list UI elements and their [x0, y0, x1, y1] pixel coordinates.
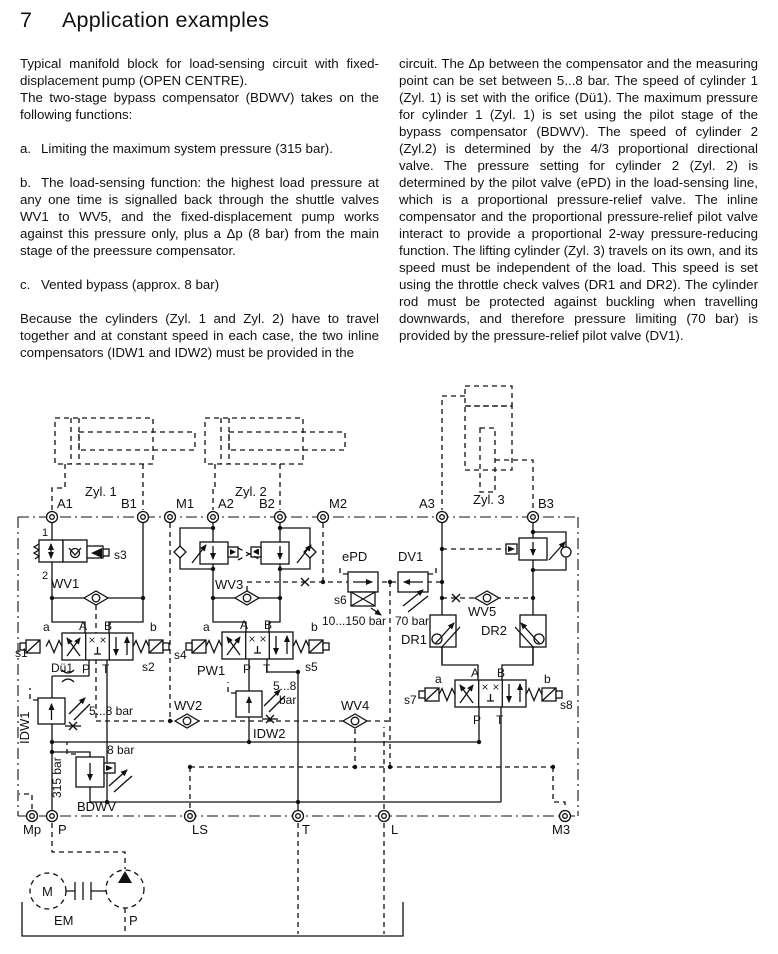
cylinder-label-zyl3: Zyl. 3 — [473, 492, 505, 507]
shuttle-wv3 — [235, 591, 259, 605]
throttle-check-dr2 — [515, 615, 546, 648]
port-label-l: L — [391, 822, 399, 837]
dr-to-valve — [442, 647, 533, 680]
list-marker: c. — [20, 277, 31, 292]
valve-s3 — [34, 540, 109, 562]
port-label-t: T — [302, 822, 310, 837]
pilot-port-1: 1 — [42, 527, 49, 539]
throttle-check-dr1 — [430, 615, 460, 648]
solenoid-label-s8: s8 — [560, 698, 573, 712]
port-label-p: P — [58, 822, 67, 837]
solenoid-label-s7: s7 — [404, 693, 417, 707]
pump-group — [22, 823, 403, 936]
solenoid-label-s4: s4 — [174, 648, 187, 662]
compensator-idw1 — [30, 688, 90, 730]
zyl3v-label-a: a — [435, 672, 442, 686]
pw1-label-b: b — [311, 620, 318, 634]
junction-dots — [50, 526, 555, 804]
list-marker: b. — [20, 175, 32, 190]
valve-label-idw1: IDW1 — [17, 711, 32, 744]
valve-label-dv1: DV1 — [398, 549, 424, 564]
solenoid-label-s5: s5 — [305, 660, 318, 674]
port-label-b2: B2 — [259, 496, 275, 511]
section-title: Application examples — [62, 8, 270, 32]
valve-pw1 — [222, 632, 293, 659]
valve1-label-b: b — [150, 620, 157, 634]
pw1-label-a: a — [203, 620, 210, 634]
pressure-5-8b: bar — [279, 693, 297, 707]
pressure-8bar: 8 bar — [107, 743, 135, 757]
pw1-label-T: T — [263, 662, 271, 676]
valve-zyl3-43 — [455, 680, 526, 707]
section-number: 7 — [20, 8, 33, 32]
zyl3v-label-b: b — [544, 672, 551, 686]
list-marker: a. — [20, 141, 32, 156]
port-label-b3: B3 — [538, 496, 554, 511]
pw1-label-P: P — [243, 662, 252, 676]
hydraulic-schematic — [9, 382, 769, 954]
valve-label-epd: ePD — [342, 549, 368, 564]
zyl3v-label-P: P — [473, 713, 482, 727]
pressure-70bar: 70 bar — [395, 614, 430, 628]
port-label-a3: A3 — [419, 496, 435, 511]
valve-label-bdwv: BDWV — [77, 799, 116, 814]
zyl3v-label-A: A — [471, 666, 480, 680]
port-label-b1: B1 — [121, 496, 137, 511]
solenoid-label-s1: s1 — [15, 646, 28, 660]
valve1-label-a: a — [43, 620, 50, 634]
solenoid-label-s3: s3 — [114, 548, 127, 562]
left-column — [20, 55, 379, 378]
pressure-5-8a: 5...8 — [273, 679, 297, 693]
paragraph: Typical manifold block for load-sensing circuit with fixed-displacement pump (OPEN CENTRE). — [20, 56, 379, 88]
list-text: The load-sensing function: the highest load pressure at any one time is signalled back through the shuttle valves WV1 to WV5, and the fixed-displacement pump works against this pressure only, plus a Δp (8 bar) from the main stage of the preessure compensator. — [20, 175, 379, 258]
port-label-ls: LS — [192, 822, 208, 837]
shuttle-wv4 — [343, 714, 367, 728]
valve-label-due1: Dü1 — [51, 661, 74, 675]
solenoid-label-s6: s6 — [334, 593, 347, 607]
valve1-label-B: B — [104, 619, 113, 633]
counterbalance-zyl2 — [174, 528, 316, 569]
valve-label-wv5: WV5 — [468, 604, 497, 619]
port-label-a1: A1 — [57, 496, 73, 511]
counterbalance-zyl3 — [442, 532, 571, 570]
list-item-c — [20, 276, 379, 293]
valve-label-pw1: PW1 — [197, 663, 226, 678]
solenoid-label-s2: s2 — [142, 660, 155, 674]
pw1-label-A: A — [240, 618, 249, 632]
valve-label-wv4: WV4 — [341, 698, 370, 713]
list-text: Vented bypass (approx. 8 bar) — [41, 277, 220, 292]
pump-label-p: P — [129, 913, 138, 928]
list-item-a — [20, 140, 379, 157]
valve1-label-P: P — [82, 662, 91, 676]
port-label-a2: A2 — [218, 496, 234, 511]
valve-zyl1-43 — [62, 633, 133, 660]
cylinder-label-zyl1: Zyl. 1 — [85, 484, 117, 499]
mp-stub — [19, 794, 32, 809]
valve1-label-A: A — [79, 619, 88, 633]
schematic-lines — [18, 386, 578, 936]
valve-label-idw2: IDW2 — [253, 726, 286, 741]
valve1-label-T: T — [102, 662, 110, 676]
list-item-b — [20, 174, 379, 259]
shuttle-wv5 — [475, 591, 499, 605]
valve-label-dr1: DR1 — [401, 632, 428, 647]
pressure-10-150bar: 10...150 bar — [322, 614, 387, 628]
paragraph: The two-stage bypass compensator (BDWV) takes on the following functions: — [20, 90, 379, 122]
valve-label-wv1: WV1 — [51, 576, 80, 591]
body-text — [0, 33, 778, 378]
right-column — [399, 55, 758, 378]
paragraph: Because the cylinders (Zyl. 1 and Zyl. 2) have to travel together and at constant speed in each case, the two inline compensators (IDW1 and IDW2) must be provided in the — [20, 311, 379, 360]
paragraph: circuit. The Δp between the compensator and the measuring point can be set between 5...8 bar. The speed of cylinder 1 (Zyl. 1) is set with the orifice (Dü1). The maximum pressure for cylinder 1 (Zyl. 1) is set using the pilot stage of the bypass compensator (BDWV). The speed of cylinder 2 (Zyl.2) is determined by the 4/3 proportional directional valve. The pressure setting for cylinder 2 (Zyl. 2) is determined by the pilot valve (ePD) in the load-sensing line, which is a proportional pressure-relief valve. The inline compensator and the proportional pressure-relief pilot valve interact to provide a proportional 2-way pressure-reducing function. The lifting cylinder (Zyl. 3) travels on its own, and its speed must be independent of the load. This speed is set using the throttle check valves (DR1 and DR2). The cylinder rod must be protected against buckling when travelling downwards, and therefore pressure limiting (70 bar) is provided by the pressure-relief pilot valve (DV1). — [399, 56, 758, 343]
pilot-valve-epd — [340, 565, 381, 615]
valve-label-wv3: WV3 — [215, 577, 244, 592]
pressure-315bar: 315 bar — [50, 757, 64, 798]
pilot-valve-dv1 — [398, 565, 436, 612]
pilot-port-2: 2 — [42, 570, 49, 582]
motor-label-em: EM — [54, 913, 74, 928]
valve-label-wv2: WV2 — [174, 698, 203, 713]
motor-symbol-m: M — [42, 884, 53, 899]
section-heading — [0, 0, 778, 33]
port-label-mp: Mp — [23, 822, 42, 837]
port-label-m1: M1 — [176, 496, 195, 511]
zyl3v-label-T: T — [496, 713, 504, 727]
shuttle-wv2 — [175, 714, 199, 728]
list-text: Limiting the maximum system pressure (315 bar). — [41, 141, 333, 156]
pressure-5-8bar: 5...8 bar — [89, 704, 134, 718]
ls-rail-2 — [190, 767, 565, 809]
pw1-label-B: B — [264, 618, 273, 632]
zyl3v-label-B: B — [497, 666, 506, 680]
cylinder-label-zyl2: Zyl. 2 — [235, 484, 267, 499]
valve-label-dr2: DR2 — [481, 623, 508, 638]
port-label-m2: M2 — [329, 496, 348, 511]
port-label-m3: M3 — [552, 822, 571, 837]
shuttle-wv1 — [84, 591, 108, 605]
